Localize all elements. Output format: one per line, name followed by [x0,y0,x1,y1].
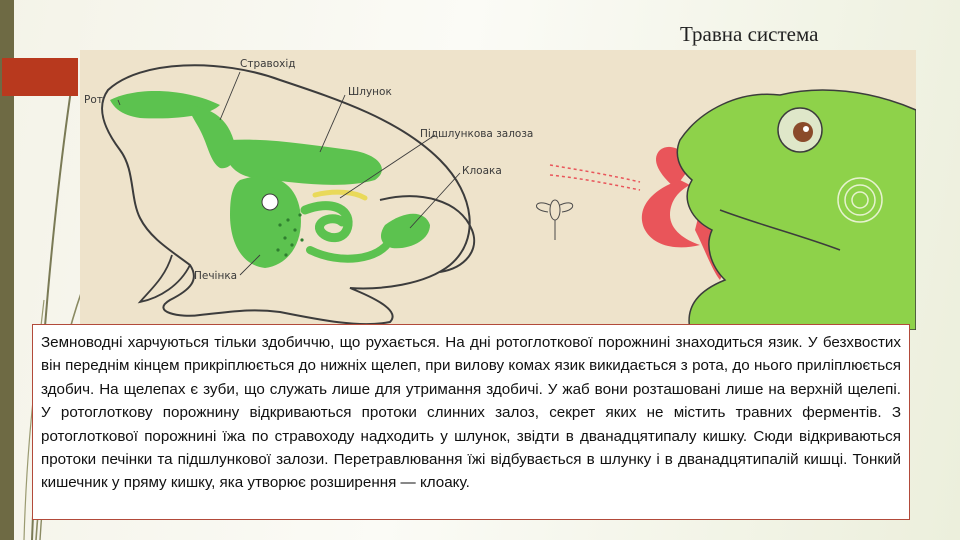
frog-illustration-svg [80,50,916,330]
frog-front-leg [140,255,190,302]
gall-bladder [262,194,278,210]
description-paragraph: Земноводні харчуються тільки здобиччю, що рухається. На дні ротоглоткової порожнині знаходиться язик. У безхвостих він переднім кінцем прикріплюється до нижніх щелеп, при вилову комах язик викидається з рота, до нього приліплюється здобич. На щелепах є зуби, що служать лише для утримання здобичі. У жаб вони розташовані лише на верхній щелепі. У ротоглоткову порожнину відкриваються протоки слинних залоз, секрет яких не містить травних ферментів. З ротоглоткової порожнині їжа по стравоходу надходить у шлунок, звідти в дванадцятипалу кишку. Сюди відкриваються протоки печінки та підшлункової залози. Перетравлювання їжі відбувається в шлунку і в дванадцятипалій кишці. Тонкий кишечник у пряму кишку, яка утворює розширення — клоаку. [41,334,901,492]
label-mouth: Рот [84,94,103,106]
frog-digestive-illustration [80,50,916,330]
accent-rectangle [2,58,78,96]
pancreas-shape [315,192,365,198]
label-pancreas: Підшлункова залоза [420,128,534,140]
small-intestine [310,240,390,259]
description-text-box [32,324,910,520]
slide-title: Травна система [680,22,819,46]
label-liver: Печінка [194,270,238,282]
liver-shape [230,176,301,268]
cloaca-shape [381,214,430,249]
tongue-strokes [550,165,640,190]
label-esophagus: Стравохід [240,58,296,70]
label-cloaca: Клоака [462,165,502,177]
frog-pupil [793,122,813,142]
intestine-shape [305,206,348,238]
insect-icon [536,200,572,240]
label-stomach: Шлунок [348,86,392,98]
